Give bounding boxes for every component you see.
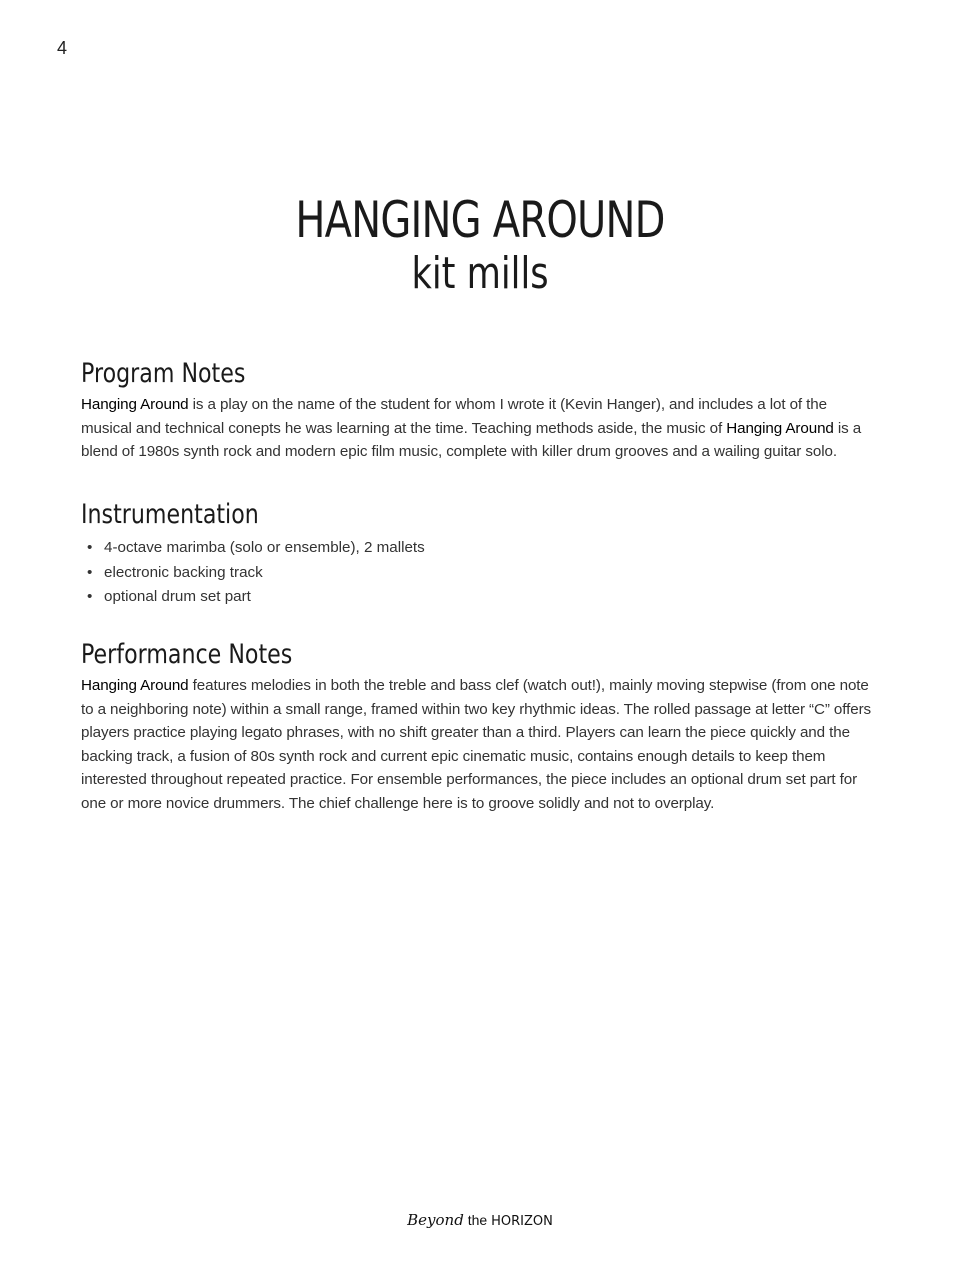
title-block [0,190,960,298]
list-item-text: electronic backing track [104,563,263,581]
footer-logo [0,1211,960,1229]
composer-name: kit mills [411,248,549,299]
footer-logo-brand: HORIZON [491,1214,553,1229]
title-reference: Hanging Around [726,419,834,437]
bullet-icon: • [87,588,93,605]
performance-notes-section [81,638,881,815]
page-number: 4 [57,38,68,58]
instrumentation-section [81,498,881,610]
program-notes-section [81,357,881,464]
footer-logo-script: Beyond [407,1211,464,1229]
title-reference: Hanging Around [81,396,189,413]
performance-notes-text-body: features melodies in both the treble and bass clef (watch out!), mainly moving stepwise (from one note to a neighboring note) within a small range, framed within two key rhythmic ideas. The rolled passage at letter “C” offers players practice playing legato phrases, with no shift greater than a third. Players can learn the piece quickly and the backing track, a fusion of 80s synth rock and current epic cinematic music, contains enough details to keep them interested throughout repeated practice. For ensemble performances, the piece includes an optional drum set part for one or more novice drummers. The chief challenge here is to groove solidly and not to overplay. [81,677,872,812]
list-item [81,536,881,561]
program-notes-text-part-1: is a play on the name of the student for whom I wrote it (Kevin Hanger), and includes a lot of the musical and technical conepts he was learning at the time. Teaching methods aside, the music of [81,396,827,437]
program-notes-heading: Program Notes [81,358,246,389]
list-item-text: optional drum set part [104,588,251,605]
footer-logo-middle: the [463,1212,492,1228]
program-notes-text-part-2: is a blend of 1980s synth rock and modern epic film music, complete with killer drum grooves and a wailing guitar solo. [81,419,862,460]
performance-notes-text [81,674,881,815]
instrumentation-list [81,536,881,610]
bullet-icon: • [87,539,93,556]
list-item [81,585,881,610]
bullet-icon: • [87,563,93,581]
performance-notes-heading: Performance Notes [81,639,293,670]
instrumentation-heading: Instrumentation [81,499,259,530]
title-reference: Hanging Around [81,677,189,694]
program-notes-text [81,393,881,464]
list-item [81,561,881,586]
list-item-text: 4-octave marimba (solo or ensemble), 2 mallets [104,539,425,556]
piece-title: HANGING AROUND [295,191,665,249]
